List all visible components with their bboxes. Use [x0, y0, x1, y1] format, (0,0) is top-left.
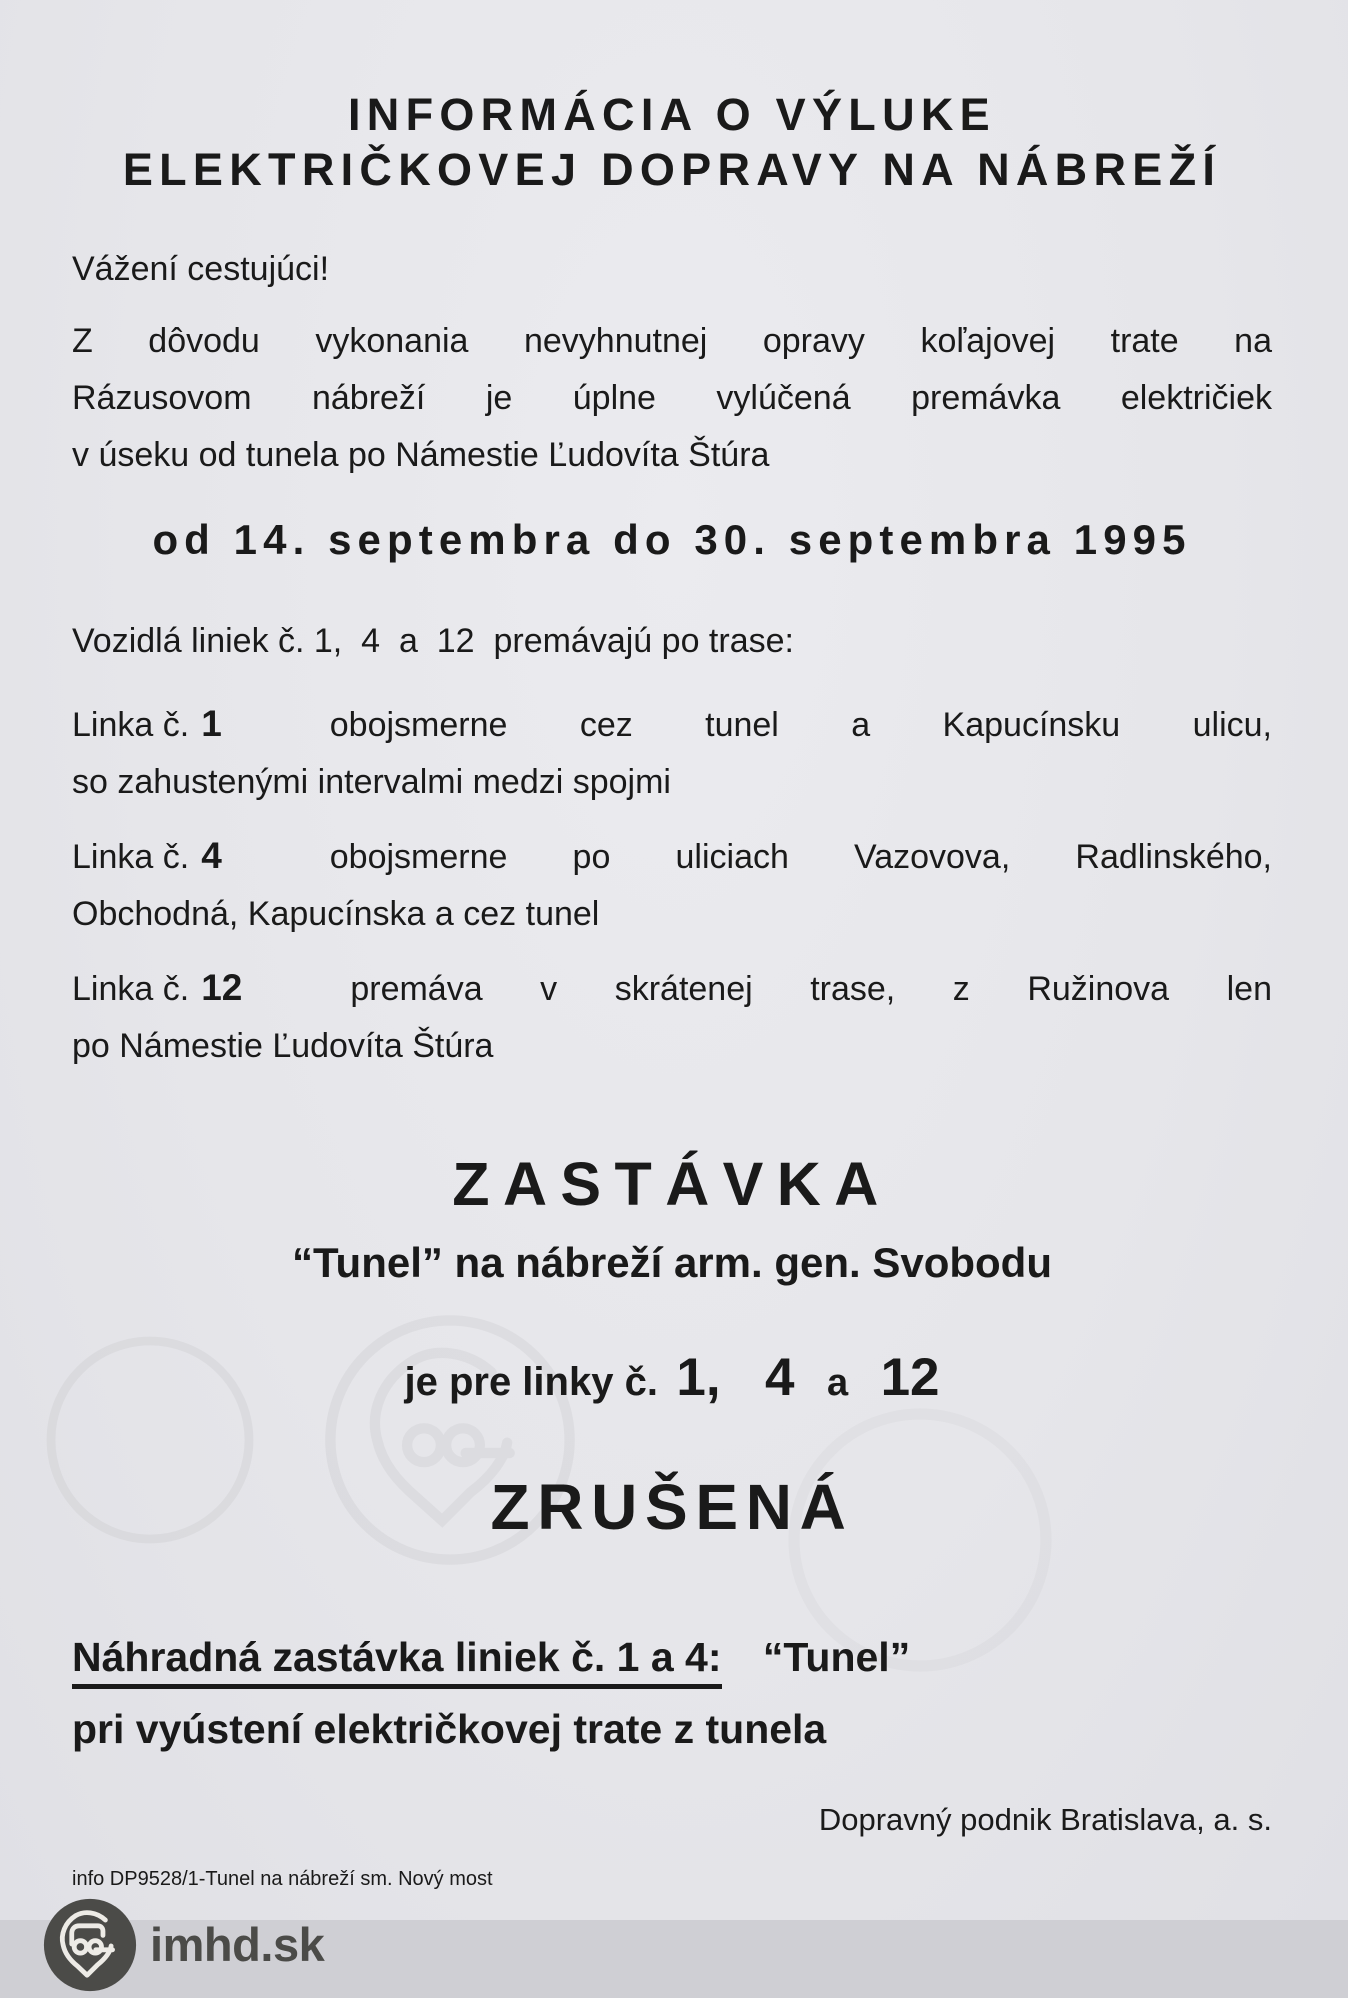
stop-line-number: 4	[765, 1347, 795, 1407]
poster-title	[72, 88, 1272, 198]
stop-line-number: 12	[880, 1347, 940, 1407]
imhd-logo-text: imhd.sk	[150, 1918, 325, 1972]
route-description-cont: so zahustenými intervalmi medzi spojmi	[72, 762, 671, 801]
replacement-line-1	[72, 1624, 1272, 1690]
route-description-cont: po Námestie Ľudovíta Štúra	[72, 1026, 494, 1065]
stop-heading: ZASTÁVKA	[452, 1149, 892, 1218]
replacement-underlined-text: Náhradná zastávka liniek č. 1 a 4:	[72, 1634, 722, 1689]
stop-lines-prefix: je pre linky č.	[404, 1359, 658, 1404]
routes-list	[72, 695, 1272, 1075]
route-line-1	[72, 695, 1272, 811]
route-label: Linka č.	[72, 837, 190, 876]
intro-line: Z dôvodu vykonania nevyhnutnej opravy koľajovej trate na	[72, 321, 1272, 360]
routes-intro-text: Vozidlá liniek č. 1, 4 a 12 premávajú po trase:	[72, 621, 794, 660]
route-number: 4	[201, 834, 222, 876]
title-line-1: INFORMÁCIA O VÝLUKE	[347, 89, 997, 140]
replacement-line-2: pri vyústení električkovej trate z tunela	[72, 1705, 827, 1752]
route-number: 1	[201, 702, 222, 744]
route-number: 12	[201, 966, 243, 1008]
greeting-text: Vážení cestujúci!	[72, 249, 330, 288]
route-label: Linka č.	[72, 705, 190, 744]
intro-line: v úseku od tunela po Námestie Ľudovíta Štúra	[72, 435, 770, 474]
replacement-stop-name: “Tunel”	[762, 1633, 911, 1680]
cancelled-heading: ZRUŠENÁ	[490, 1470, 854, 1543]
intro-line: Rázusovom nábreží je úplne vylúčená premávka električiek	[72, 378, 1272, 417]
replacement-stop-info	[72, 1624, 1272, 1762]
imhd-logo-icon	[42, 1897, 138, 1993]
imhd-logo	[42, 1897, 1272, 1993]
route-description-cont: Obchodná, Kapucínska a cez tunel	[72, 894, 600, 933]
route-line-4	[72, 827, 1272, 943]
route-description: obojsmerne cez tunel a Kapucínsku ulicu,	[329, 705, 1272, 744]
route-description: obojsmerne po uliciach Vazovova, Radlinského,	[329, 837, 1272, 876]
intro-paragraph	[72, 313, 1272, 484]
route-description: premáva v skrátenej trase, z Ružinova len	[350, 969, 1272, 1008]
closure-date-range: od 14. septembra do 30. septembra 1995	[152, 515, 1192, 563]
stop-name: “Tunel” na nábreží arm. gen. Svobodu	[292, 1238, 1052, 1286]
route-line-12	[72, 959, 1272, 1075]
stop-lines-conjunction: a	[826, 1361, 849, 1404]
route-label: Linka č.	[72, 969, 190, 1008]
stop-line-number: 1,	[676, 1347, 721, 1407]
info-reference-note: info DP9528/1-Tunel na nábreží sm. Nový most	[72, 1867, 493, 1890]
stop-lines-row	[72, 1347, 1272, 1408]
issuer-signature: Dopravný podnik Bratislava, a. s.	[818, 1801, 1272, 1837]
title-line-2: ELEKTRIČKOVEJ DOPRAVY NA NÁBREŽÍ	[122, 143, 1222, 195]
